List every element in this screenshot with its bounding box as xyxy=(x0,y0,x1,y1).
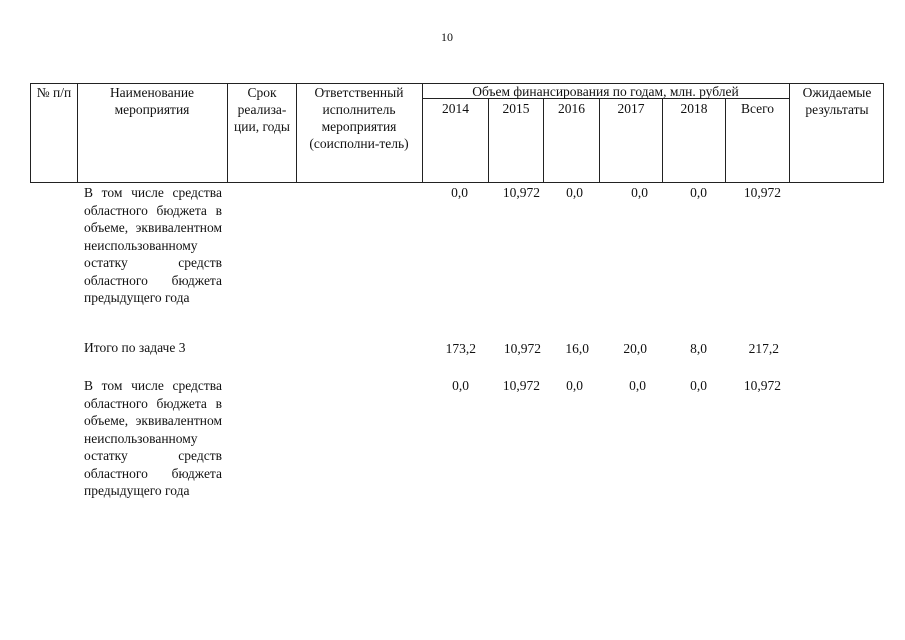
year-2015: 2015 xyxy=(502,101,530,116)
row-1-value-total: 10,972 xyxy=(743,185,781,200)
year-2017: 2017 xyxy=(617,101,645,116)
row-2-value-2018: 8,0 xyxy=(690,341,707,356)
header-name: Наименование мероприятия xyxy=(109,85,195,117)
table-right-border xyxy=(883,83,884,183)
col-divider xyxy=(77,83,78,183)
header-results: Ожидаемые результаты xyxy=(802,85,872,117)
row-3-value-2018: 0,0 xyxy=(690,378,707,393)
row-2-value-total: 217,2 xyxy=(748,341,779,356)
header-term: Срок реализа-ции, годы xyxy=(234,85,290,134)
header-financing: Объем финансирования по годам, млн. рублей xyxy=(472,84,739,99)
col-divider xyxy=(296,83,297,183)
row-2-value-2015: 10,972 xyxy=(503,341,541,356)
row-2-value-2016: 16,0 xyxy=(565,341,589,356)
row-3-label: В том числе средства областного бюджета в объеме, эквивалентном неиспользованному остатку средств областного бюджета предыдущего года xyxy=(84,378,222,498)
header-num: № п/п xyxy=(36,85,72,100)
year-2014: 2014 xyxy=(442,101,469,116)
row-1-value-2016: 0,0 xyxy=(566,185,583,200)
year-2016: 2016 xyxy=(558,101,585,116)
row-3-value-2016: 0,0 xyxy=(566,378,583,393)
col-divider xyxy=(789,83,790,183)
row-1-value-2017: 0,0 xyxy=(631,185,648,200)
row-1-value-2015: 10,972 xyxy=(502,185,540,200)
row-1-label: В том числе средства областного бюджета в объеме, эквивалентном неиспользованному остатку средств областного бюджета предыдущего года xyxy=(84,185,222,305)
year-total: Всего xyxy=(740,101,775,116)
table-header-bottom-border xyxy=(30,182,884,183)
row-3-value-2017: 0,0 xyxy=(629,378,646,393)
col-divider xyxy=(227,83,228,183)
table-left-border xyxy=(30,83,31,183)
row-2-value-2017: 20,0 xyxy=(623,341,647,356)
page-number: 10 xyxy=(441,30,453,44)
header-responsible: Ответственный исполнитель мероприятия (соисполни-тель) xyxy=(309,85,409,151)
row-1-value-2014: 0,0 xyxy=(451,185,468,200)
row-3-value-total: 10,972 xyxy=(743,378,781,393)
row-1-value-2018: 0,0 xyxy=(690,185,707,200)
row-2-value-2014: 173,2 xyxy=(445,341,476,356)
year-2018: 2018 xyxy=(680,101,708,116)
row-3-value-2014: 0,0 xyxy=(452,378,469,393)
row-3-value-2015: 10,972 xyxy=(502,378,540,393)
row-2-label: Итого по задаче 3 xyxy=(84,340,186,355)
